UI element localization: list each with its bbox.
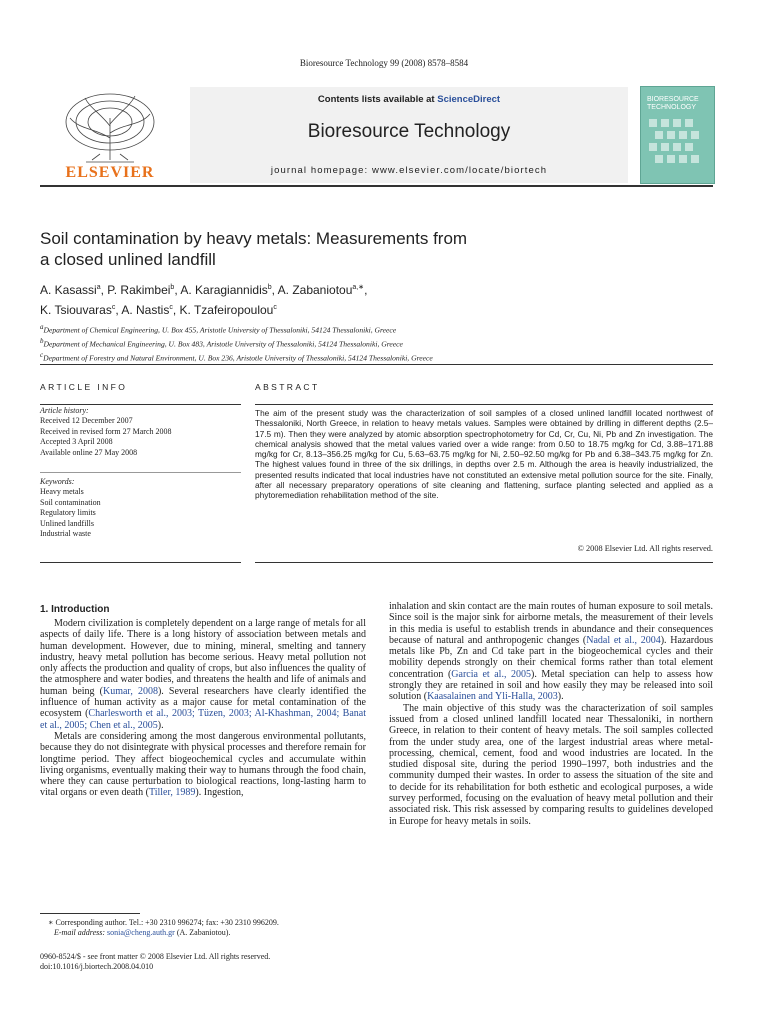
- footnote-rule: [40, 913, 140, 914]
- body-column-left: [40, 618, 366, 799]
- article-title-line-2: a closed unlined landfill: [40, 250, 216, 269]
- history-received: Received 12 December 2007: [40, 416, 133, 426]
- journal-cover-image: [640, 86, 715, 184]
- paragraph-text: Metals are considering among the most dangerous environmental pollutants, because they do not disintegrate with physical processes and therefore remain for longtime period. They affect biogeochemical cycles and accumulate within living organisms, eventually making their way to humans through the food chain, where they can cause perturbation to biological reactions, long-lasting harm to vital organs or even death (: [40, 730, 366, 799]
- corresponding-author: ∗ Corresponding author. Tel.: +30 2310 996274; fax: +30 2310 996209.: [48, 918, 279, 927]
- corresponding-author-footnote: [40, 918, 400, 939]
- email-line: [40, 928, 400, 938]
- contents-available-line: [190, 94, 628, 105]
- affiliation-b: [40, 336, 660, 350]
- author-affil-mark: b: [170, 284, 175, 291]
- article-title: [40, 228, 640, 270]
- issn-line: 0960-8524/$ - see front matter © 2008 Elsevier Ltd. All rights reserved.: [40, 952, 271, 961]
- history-accepted: Accepted 3 April 2008: [40, 437, 113, 447]
- author-affil-mark: c: [169, 304, 173, 311]
- author-name: P. Rakimbei: [107, 283, 171, 297]
- affiliation-text: Department of Forestry and Natural Environment, U. Box 236, Aristotle University of Thessaloniki, 54124 Thessaloniki, Greece: [43, 353, 433, 363]
- reference-link[interactable]: Garcia et al., 2005: [451, 668, 531, 680]
- paragraph-text: ). Ingestion,: [195, 787, 244, 799]
- history-label: Article history:: [40, 406, 89, 415]
- body-column-right: [389, 601, 713, 827]
- keyword-item: Unlined landfills: [40, 518, 94, 528]
- author-affil-mark: c: [111, 304, 116, 311]
- affiliations: [40, 322, 660, 364]
- affiliation-a: [40, 322, 660, 336]
- sciencedirect-link[interactable]: ScienceDirect: [437, 94, 501, 105]
- author-name: K. Tzafeiropoulou: [179, 303, 274, 317]
- front-matter: [40, 952, 440, 973]
- author-affil-mark: c: [273, 304, 277, 311]
- contents-prefix: Contents lists available at: [317, 94, 438, 105]
- email-suffix: (A. Zabaniotou).: [174, 928, 231, 938]
- paragraph-text: ). Metal speciation can help to assess how strongly they are retained in soil and how easily they may be released into soil solution (: [389, 668, 714, 703]
- keywords-rule: [40, 472, 241, 473]
- abstract-rule: [255, 404, 713, 405]
- email-link[interactable]: sonia@cheng.auth.gr: [107, 928, 175, 938]
- paragraph-text: ).: [157, 719, 164, 731]
- article-info-heading: ARTICLE INFO: [40, 382, 128, 392]
- affil-mark: b: [40, 337, 44, 346]
- affiliation-c: [40, 350, 660, 364]
- abstract-bottom-rule: [255, 562, 713, 563]
- section-heading-introduction: 1. Introduction: [40, 604, 110, 615]
- author-affil-mark: a: [96, 284, 101, 291]
- reference-link[interactable]: Nadal et al., 2004: [586, 634, 661, 646]
- affil-mark: a: [40, 323, 44, 331]
- affiliation-text: Department of Mechanical Engineering, U. Box 483, Aristotle University of Thessaloniki, 54124 Thessaloniki, Greece: [43, 339, 403, 349]
- paragraph: The main objective of this study was the characterization of soil samples issued from a closed unlined landfill located near Thessaloniki, in northern Greece, in relation to their content of heavy metals. The soil samples collected from the under study area, one of the largest industrial areas where metal-processing, chemical, cement, food and wood industries are located. In the studied disposal site, during the period 1990–1997, both industries and the community dumped their wastes. In order to assess the situation of the site and to decide for its rehabilitation for both esthetic and ecological purposes, a wide survey performed, focusing on the evaluation of heavy metal pollution and their associated risk. This risk assessed by comparing results to guidelines developed in Europe for heavy metals in soils.: [389, 702, 713, 827]
- journal-citation: Bioresource Technology 99 (2008) 8578–8584: [299, 58, 469, 68]
- paragraph-text: Modern civilization is completely dependent on a large range of metals for all aspects of daily life. There is a long history of association between metals and human development. However, due to mining, mineral, smelting and tannery industry, heavy metal pollution has become serious. Heavy metal pollution not only affects the production and quality of crops, but also influences the quality of the atmosphere and water bodies, and threatens the health and life of animals and human being (: [40, 618, 366, 697]
- paragraph: [40, 618, 366, 731]
- author-affil-mark[interactable]: a,∗: [352, 284, 365, 291]
- paragraph-text: inhalation and skin contact are the main routes of human exposure to soil metals. Since soil is the major sink for airborne metals, the measurement of their levels in this media is useful to establish trends in abundance and their consequences because of natural and anthropogenic changes (: [389, 601, 713, 646]
- author-line-2: K. Tsiouvaras$^c$, A. Nastis$^c$, K. Tzafeiropoulou$^c$: [40, 303, 277, 317]
- reference-link[interactable]: Kumar, 2008: [102, 685, 158, 697]
- author-name: A. Kasassi: [40, 283, 97, 297]
- author-name: A. Zabaniotou: [277, 283, 353, 297]
- affil-mark: c: [40, 351, 44, 360]
- reference-link[interactable]: Kaasalainen and Yli-Halla, 2003: [427, 691, 558, 703]
- author-name: A. Karagiannidis: [180, 283, 268, 297]
- journal-title: Bioresource Technology: [307, 121, 511, 142]
- keywords: [40, 477, 240, 539]
- keyword-item: Heavy metals: [40, 487, 84, 497]
- author-line-1: A. Kasassi$^a$, P. Rakimbei$^b$, A. Karagiannidis$^b$, A. Zabaniotou$^{a,∗}$,: [40, 283, 368, 297]
- abstract-text: The aim of the present study was the characterization of soil samples of a closed unlined landfill located northwest of Thessaloniki, North Greece, in relation to heavy metals values. Samples were obtained by drilling in different depths (2.5–17.5 m). Then they were analyzed by atomic absorption spectrophotometry for Cd, Cr, Cu, Ni, Pb and Zn investigation. The chemical analysis showed that the metal values varied over a wide range: from 0.50 to 18.75 mg/kg for Cd, 3.88–171.88 mg/kg for Cr, 8.13–356.25 mg/kg for Cu, 5.63–63.75 mg/kg for Ni, 2.50–92.50 mg/kg for Pb and 6.38–343.75 mg/kg for Zn. The highest values found in three of the six drillings, in depths over 2.5 m. Although the area is heavily industrialized, the presented results indicated that local industries have not constituted an extensive metal pollution source for the site. Finally, after all necessary preparatory operations of site cleaning and flattening, surface planting selected and applied as a phytoremediation rehabilitation method of the site.: [255, 408, 713, 501]
- article-title-line-1: Soil contamination by heavy metals: Measurements from: [40, 229, 468, 248]
- article-info-bottom-rule: [40, 562, 241, 563]
- paragraph-text: ). Several researchers have clearly identified the influence of human activity as a major cause for metal contamination of the ecosystem (: [40, 685, 367, 720]
- article-history: [40, 406, 240, 458]
- author-list: [40, 279, 660, 319]
- reference-link[interactable]: Tiller, 1989: [148, 787, 196, 799]
- keyword-item: Soil contamination: [40, 497, 101, 507]
- section-rule: [40, 364, 713, 365]
- cover-graphic: [649, 119, 705, 175]
- author-name: A. Nastis: [121, 303, 170, 317]
- cover-title: BIORESOURCE TECHNOLOGY: [647, 96, 699, 111]
- keyword-item: Regulatory limits: [40, 508, 96, 518]
- reference-link[interactable]: Charlesworth et al., 2003; Tüzen, 2003; Al-Khashman, 2004; Banat et al., 2005; Chen et al., 2005: [40, 708, 366, 731]
- paragraph: [389, 601, 713, 703]
- paragraph-text: ).: [557, 691, 564, 703]
- affiliation-text: Department of Chemical Engineering, U. Box 455, Aristotle University of Thessaloniki, 54124 Thessaloniki, Greece: [43, 325, 397, 335]
- author-affil-mark: b: [267, 284, 272, 291]
- history-online: Available online 27 May 2008: [40, 447, 138, 457]
- keywords-label: Keywords:: [40, 477, 75, 486]
- elsevier-wordmark: ELSEVIER: [65, 164, 155, 181]
- article-info-rule: [40, 404, 241, 405]
- email-label: E-mail address:: [54, 928, 108, 938]
- header-rule: [40, 185, 713, 187]
- doi-line[interactable]: doi:10.1016/j.biortech.2008.04.010: [40, 962, 154, 972]
- journal-homepage[interactable]: journal homepage: www.elsevier.com/locate/biortech: [270, 165, 548, 176]
- author-name: K. Tsiouvaras: [40, 303, 112, 317]
- abstract-heading: ABSTRACT: [255, 382, 320, 392]
- paragraph: [40, 731, 366, 799]
- history-revised: Received in revised form 27 March 2008: [40, 426, 172, 436]
- paragraph-text: ). Hazardous metals like Pb, Zn and Cd take part in the biogeochemical cycles and their mobility depends strongly on their chemical forms rather than total element concentration (: [389, 634, 714, 680]
- abstract-copyright: © 2008 Elsevier Ltd. All rights reserved.: [577, 544, 713, 553]
- keyword-item: Industrial waste: [40, 529, 91, 539]
